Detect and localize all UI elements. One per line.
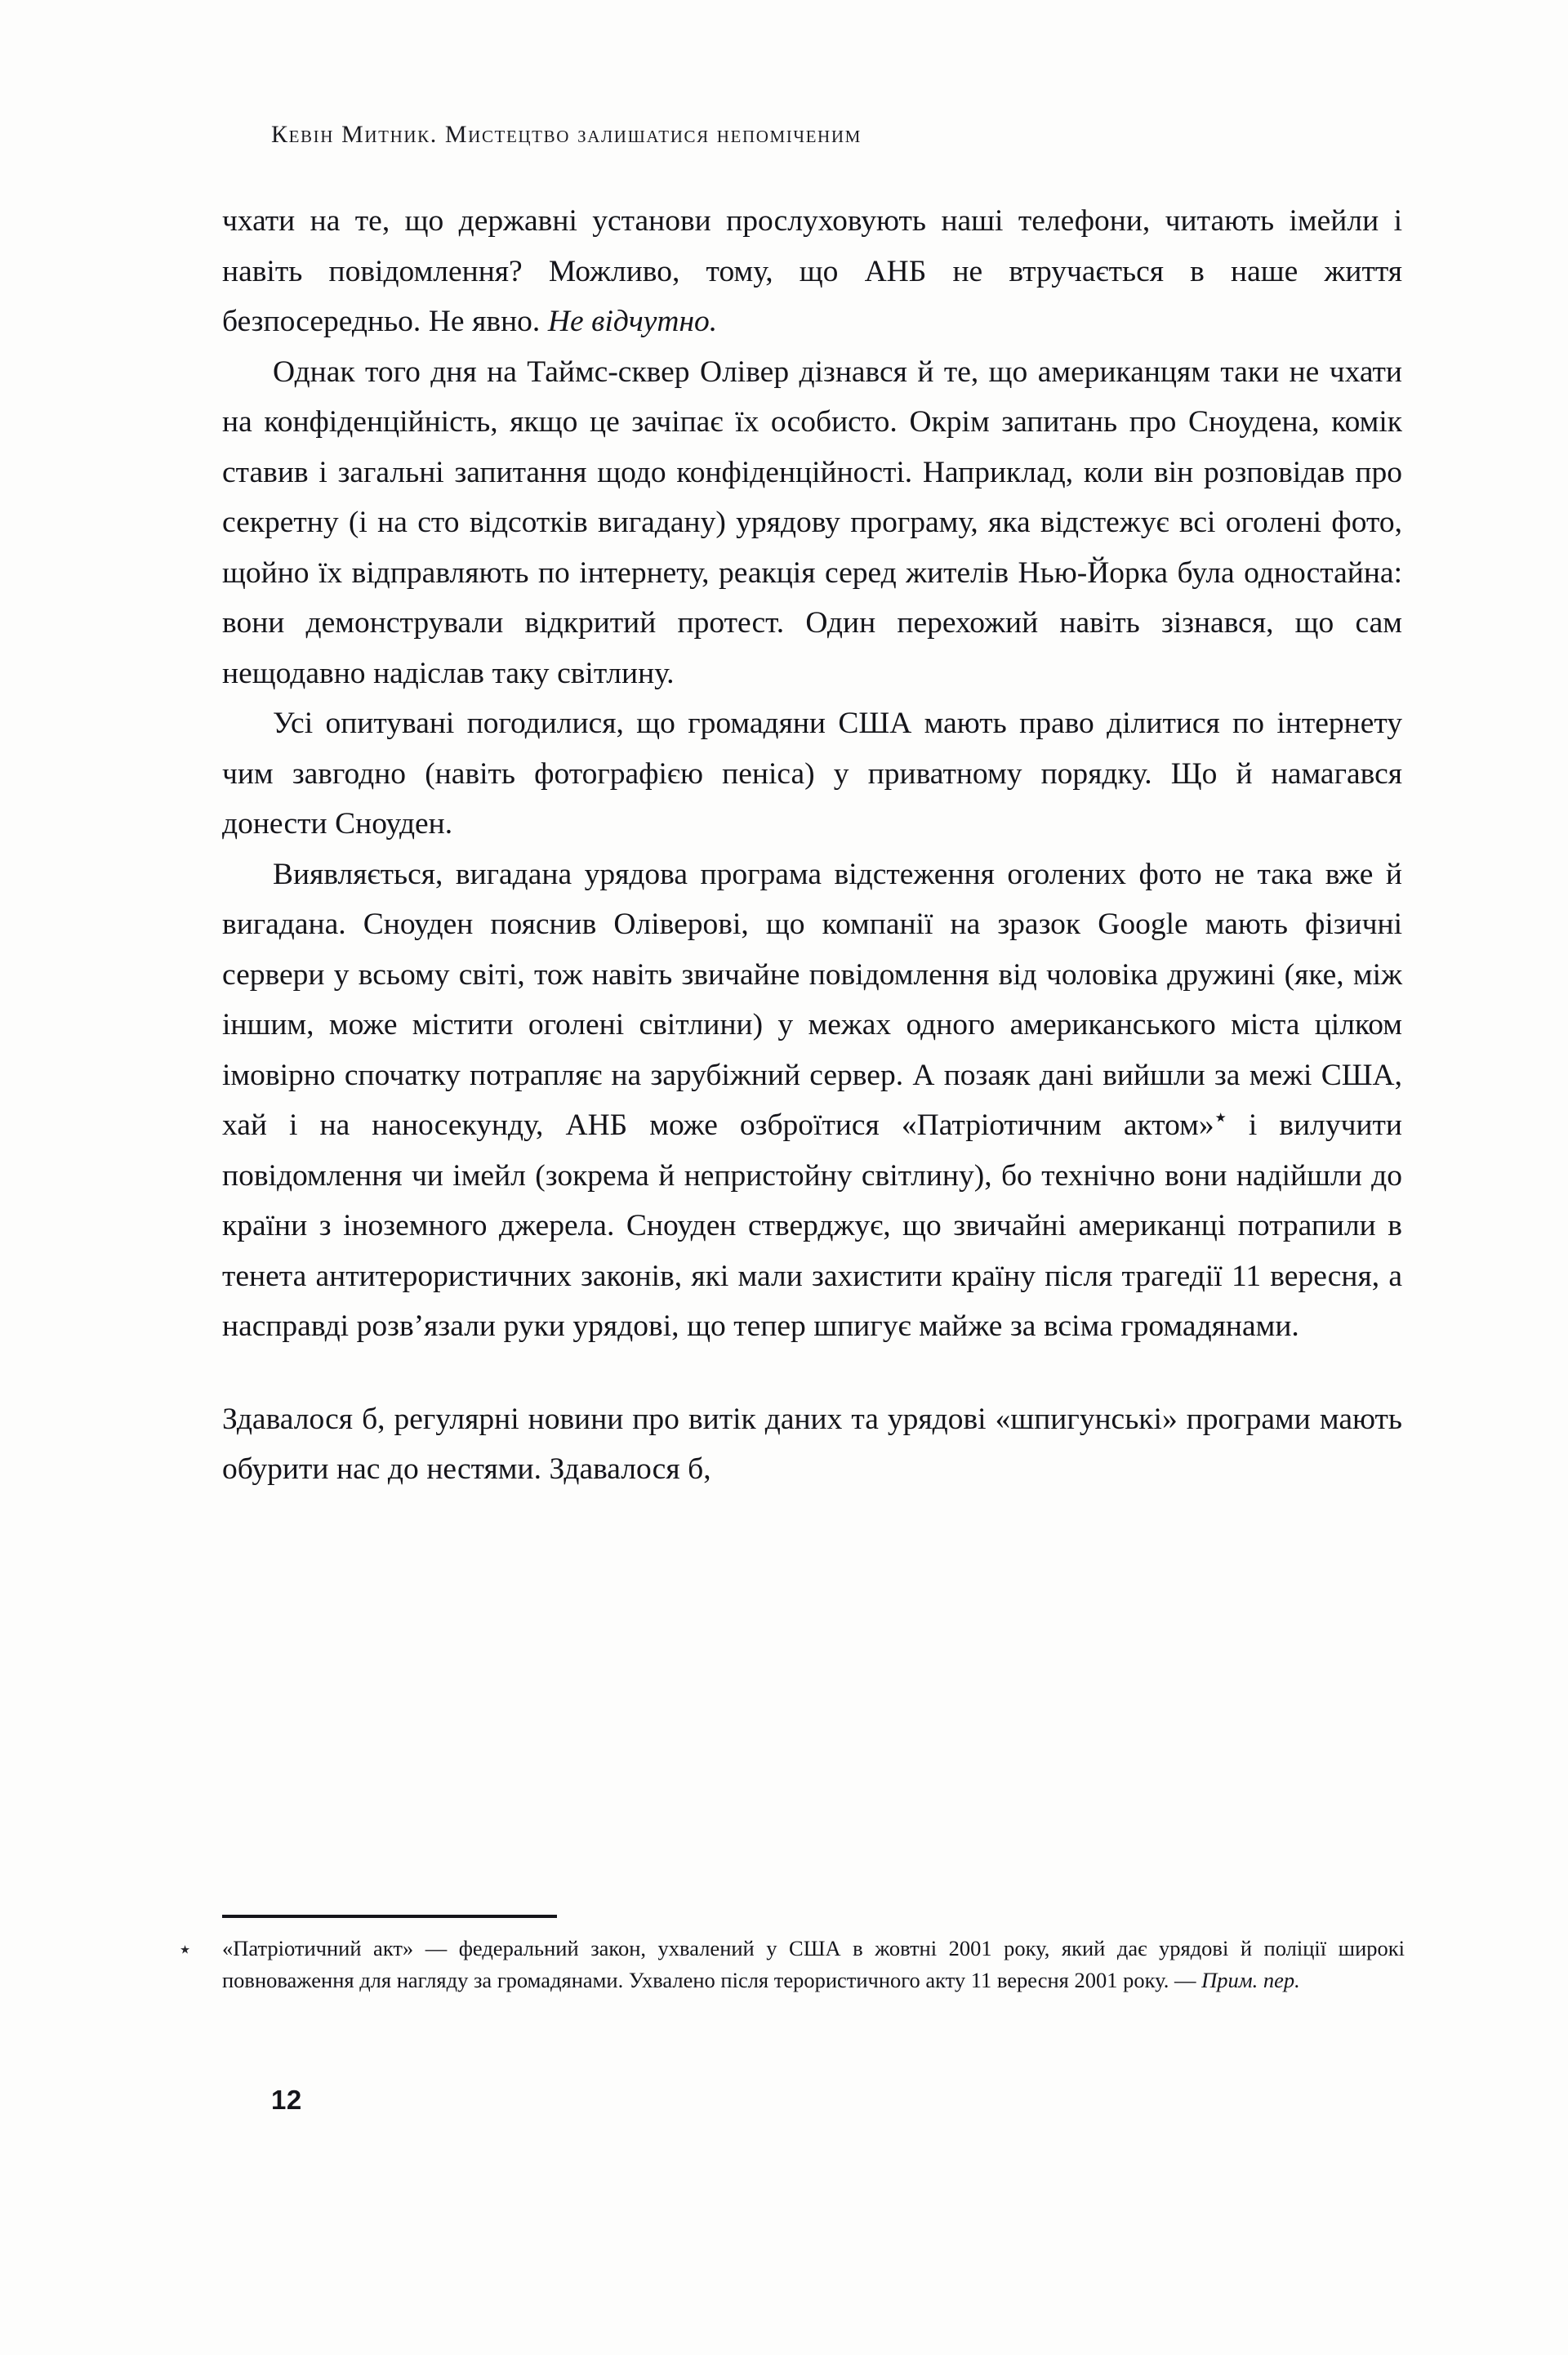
footnote-separator-rule [222,1915,557,1918]
running-head: Кевін Митник. Мистецтво залишатися непоміченим [271,121,862,148]
footnote-area [180,1915,1405,1996]
paragraph-1-italic-phrase: Не відчутно. [547,305,718,338]
paragraph-5-text: Здавалося б, регулярні новини про витік даних та урядові «шпигунські» програми мають обурити нас до нестями. Здавалося б, [222,1402,1402,1486]
page-number: 12 [271,2085,302,2115]
body-text-block [222,196,1402,1495]
paragraph-4-text-part-2: і вилучити повідомлення чи імейл (зокрема й непристойну світлину), бо технічно вони надійшли до країни з іноземного джерела. Сноуден стверджує, що звичайні американці потрапили в тенета антитерористичних законів, які мали захистити країну після трагедії 11 вересня, а насправді розв’язали руки урядові, що тепер шпигує майже за всіма громадянами. [222,1108,1402,1343]
paragraph-2 [222,347,1402,699]
paragraph-5 [222,1394,1402,1495]
paragraph-1 [222,196,1402,347]
paragraph-3 [222,698,1402,850]
paragraph-3-text: Усі опитувані погодилися, що громадяни США мають право ділитися по інтернету чим завгодно (навіть фотографією пеніса) у приватному порядку. Що й намагався донести Сноуден. [222,707,1402,841]
footnote-reference-marker[interactable]: ٭ [1214,1104,1227,1129]
footnote-text [180,1933,1405,1996]
paragraph-2-text: Однак того дня на Таймс-сквер Олівер дізнався й те, що американцям таки не чхати на конфіденційність, якщо це зачіпає їх особисто. Окрім запитань про Сноудена, комік ставив і загальні запитання щодо конфіденційності. Наприклад, коли він розповідав про секретну (і на сто відсотків вигадану) урядову програму, яка відстежує всі оголені фото, щойно їх відправляють по інтернету, реакція серед жителів Нью-Йорка була одностайна: вони демонстрували відкритий протест. Один перехожий навіть зізнався, що сам нещодавно надіслав таку світлину. [222,355,1402,690]
footnote-marker-icon: ٭ [180,1939,191,1960]
footnote-text-main: «Патріотичний акт» — федеральний закон, ухвалений у США в жовтні 2001 року, який дає урядові й поліції широкі повноваження для нагляду за громадянами. Ухвалено після терористичного акту 11 вересня 2001 року. — [222,1936,1405,1992]
paragraph-4 [222,850,1402,1352]
footnote-attribution: Прим. пер. [1201,1968,1300,1992]
paragraph-4-text-part-1: Виявляється, вигадана урядова програма відстеження оголених фото не така вже й вигадана. Сноуден пояснив Оліверові, що компанії на зразок Google мають фізичні сервери у всьому світі, тож навіть звичайне повідомлення від чоловіка дружині (яке, між іншим, може містити оголені світлини) у межах одного американського міста цілком імовірно спочатку потрапляє на зарубіжний сервер. А позаяк дані вийшли за межі США, хай і на наносекунду, АНБ може озброїтися «Патріотичним актом» [222,857,1402,1142]
paragraph-1-text: чхати на те, що державні установи прослуховують наші телефони, читають імейли і навіть повідомлення? Можливо, тому, що АНБ не втручається в наше життя безпосередньо. Не явно. [222,204,1402,338]
